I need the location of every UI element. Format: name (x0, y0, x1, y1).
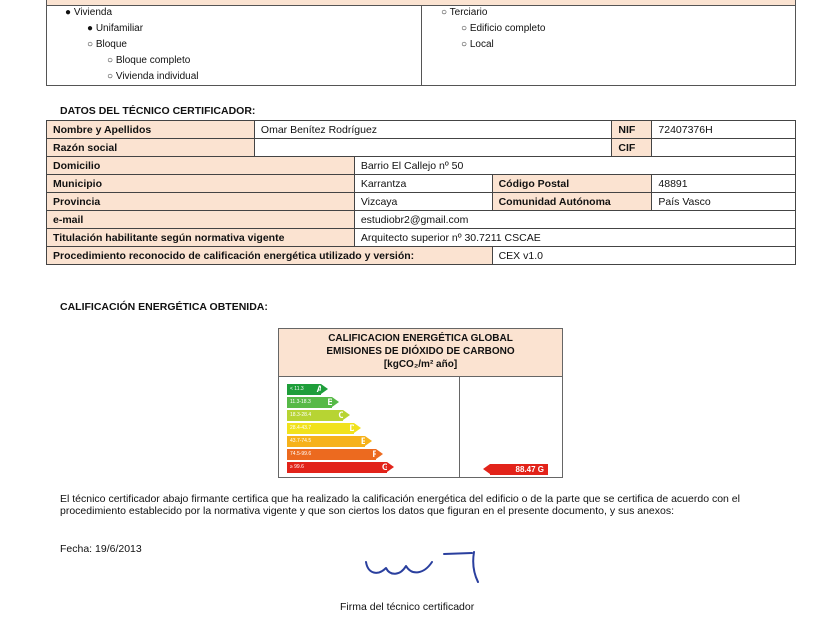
signature-label: Firma del técnico certificador (340, 601, 475, 613)
razon-label: Razón social (47, 139, 255, 157)
rating-bar-range: 11.3-18.3 (290, 399, 311, 405)
email-label: e-mail (47, 211, 355, 229)
rating-header-line1: CALIFICACION ENERGÉTICA GLOBAL (328, 333, 513, 344)
tech-section-title: DATOS DEL TÉCNICO CERTIFICADOR: (60, 105, 256, 117)
titulacion-value: Arquitecto superior nº 30.7211 CSCAE (354, 229, 795, 247)
provincia-label: Provincia (47, 193, 355, 211)
option-label: Bloque (95, 39, 127, 50)
rating-bar-tip (387, 462, 394, 472)
nif-label: NIF (612, 121, 652, 139)
titulacion-label: Titulación habilitante según normativa vigente (47, 229, 355, 247)
rating-header-line2: EMISIONES DE DIÓXIDO DE CARBONO (326, 346, 515, 357)
procedimiento-value: CEX v1.0 (492, 247, 795, 265)
rating-bar-tip (365, 436, 372, 446)
energy-rating-box (278, 328, 563, 478)
option-label: Edificio completo (469, 23, 546, 34)
cp-label: Código Postal (492, 175, 652, 193)
table-row (47, 229, 796, 247)
signature (360, 544, 490, 588)
rating-bar-range: < 11.3 (290, 386, 304, 392)
option-label: Terciario (449, 7, 488, 18)
ca-value: País Vasco (652, 193, 796, 211)
rating-bar-letter: B (327, 397, 334, 407)
option-edificio-completo: ○ Edificio completo (461, 23, 546, 34)
rating-bar-letter: F (372, 449, 378, 459)
tech-table (46, 120, 796, 265)
rating-result-indicator: 88.47 G (490, 464, 548, 475)
option-bloque-completo: ○ Bloque completo (107, 55, 191, 66)
rating-bar-letter: E (360, 436, 367, 446)
rating-bar-b (287, 397, 332, 408)
option-terciario: ○ Terciario (441, 7, 488, 18)
rating-bar-range: ≥ 99.6 (290, 464, 304, 470)
rating-bar-tip (343, 410, 350, 420)
rating-bar-g (287, 462, 387, 473)
table-row (47, 139, 796, 157)
procedimiento-label: Procedimiento reconocido de calificación energética utilizado y versión: (47, 247, 493, 265)
rating-bar-range: 43.7-74.5 (290, 438, 312, 444)
declaration-text: El técnico certificador abajo firmante certifica que ha realizado la calificación energética del edificio o de la parte que se certifica de acuerdo con el procedimiento establecido por la normativa vigente y que son ciertos los datos que figuran en el presente documento, y sus anexos: (60, 493, 740, 517)
cif-value (652, 139, 796, 157)
ca-label: Comunidad Autónoma (492, 193, 652, 211)
email-value: estudiobr2@gmail.com (354, 211, 795, 229)
rating-bar-letter: C (338, 410, 345, 420)
rating-bar-range: 28.4-43.7 (290, 425, 312, 431)
rating-bar-e (287, 436, 365, 447)
option-label: Vivienda individual (115, 71, 199, 82)
option-label: Vivienda (73, 7, 113, 18)
option-bloque: ○ Bloque (87, 39, 127, 50)
rating-bar-d (287, 423, 354, 434)
provincia-value: Vizcaya (354, 193, 492, 211)
rating-bar-tip (332, 397, 339, 407)
option-vivienda-individual: ○ Vivienda individual (107, 71, 199, 82)
rating-bar-letter: G (381, 462, 389, 472)
date-text: Fecha: 19/6/2013 (60, 543, 142, 555)
nif-value: 72407376H (652, 121, 796, 139)
rating-bar-range: 74.5-99.6 (290, 451, 312, 457)
rating-bar-letter: A (316, 384, 323, 394)
building-type-box (46, 0, 796, 86)
cif-label: CIF (612, 139, 652, 157)
rating-bar-a (287, 384, 321, 395)
rating-section-title: CALIFICACIÓN ENERGÉTICA OBTENIDA: (60, 301, 268, 313)
domicilio-value: Barrio El Callejo nº 50 (354, 157, 795, 175)
name-label: Nombre y Apellidos (47, 121, 255, 139)
rating-divider (459, 377, 460, 477)
table-row (47, 211, 796, 229)
rating-bar-tip (354, 423, 361, 433)
option-local: ○ Local (461, 39, 494, 50)
rating-header-line3: [kgCO₂/m² año] (383, 359, 458, 370)
razon-value (254, 139, 612, 157)
option-label: Bloque completo (115, 55, 191, 66)
option-unifamiliar: ● Unifamiliar (87, 23, 144, 34)
cp-value: 48891 (652, 175, 796, 193)
option-vivienda: ● Vivienda (65, 7, 113, 18)
rating-bar-tip (376, 449, 383, 459)
rating-bar-c (287, 410, 343, 421)
table-row (47, 157, 796, 175)
rating-bar-range: 18.3-28.4 (290, 412, 312, 418)
rating-bar-tip (321, 384, 328, 394)
domicilio-label: Domicilio (47, 157, 355, 175)
table-row (47, 175, 796, 193)
rating-bar-letter: D (349, 423, 356, 433)
option-label: Unifamiliar (95, 23, 144, 34)
table-row (47, 193, 796, 211)
municipio-value: Karrantza (354, 175, 492, 193)
table-row (47, 247, 796, 265)
column-divider (421, 5, 422, 85)
option-label: Local (469, 39, 494, 50)
municipio-label: Municipio (47, 175, 355, 193)
table-row (47, 121, 796, 139)
name-value: Omar Benítez Rodríguez (254, 121, 612, 139)
rating-header (279, 329, 562, 377)
rating-bar-f (287, 449, 376, 460)
